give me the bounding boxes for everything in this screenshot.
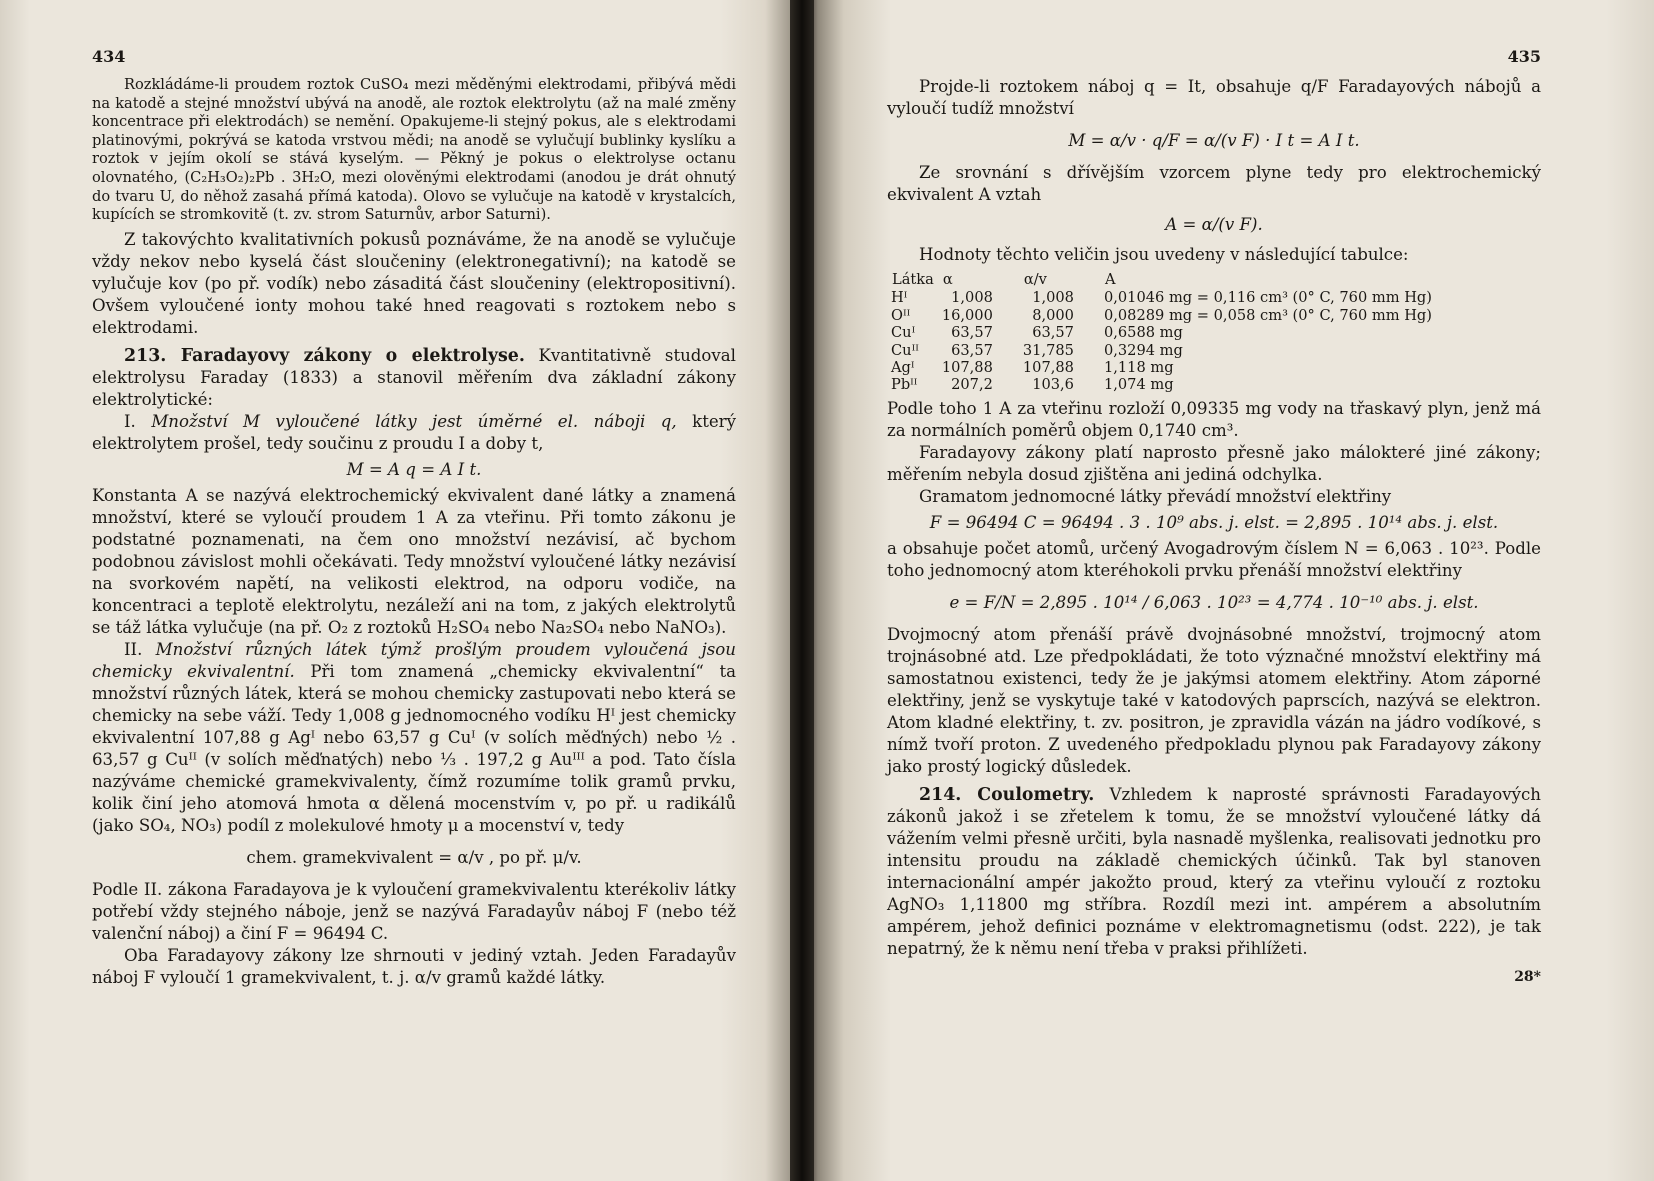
table-cell: Oᴵᴵ (891, 306, 911, 324)
law-1-statement: Množství M vyloučené látky jest úměrné el. náboji q, (151, 411, 677, 431)
table-header-cell: A (1104, 271, 1116, 288)
faraday-charge-paragraph: Podle II. zákona Faradayova je k vyloučení gramekvivalentu kterékoliv látky potřebí vždy stejného náboje, jenž se nazývá Faradayův náboj F (nebo též valenční náboj) a činí F = 96494 C. (92, 879, 736, 943)
table-intro: Hodnoty těchto veličin jsou uvedeny v následující tabulce: (919, 245, 1409, 264)
table-cell: Hᴵ (891, 289, 908, 307)
table-row (891, 376, 1440, 393)
combined-laws-paragraph: Oba Faradayovy zákony lze shrnouti v jediný vztah. Jeden Faradayův náboj F vyloučí 1 gramekvivalent, t. j. α/v gramů každé látky. (92, 945, 736, 987)
formula-mass: M = α/v · q/F = α/(v F) · I t = A I t. (1068, 131, 1360, 150)
table-cell: 207,2 (951, 376, 993, 394)
law-1-text: který elektrolytem prošel, tedy součinu z proudu I a doby t, (92, 411, 736, 453)
law-2-statement: Množství různých látek týmž prošlým proudem vyloučená jsou chemicky ekvivalentní. (92, 639, 736, 681)
law-2-label: II. (124, 639, 143, 659)
formula-equivalent: A = α/(v F). (1165, 215, 1263, 234)
table-cell: 1,008 (1032, 289, 1074, 307)
table-row (891, 324, 1440, 341)
table-cell: 31,785 (1022, 341, 1074, 359)
equivalents-table (891, 270, 1440, 394)
signature-mark: 28* (1514, 968, 1541, 985)
table-cell: 0,6588 mg (1103, 324, 1183, 342)
table-row (891, 307, 1440, 324)
table-cell: 0,01046 mg = 0,116 cm³ (0° C, 760 mm Hg) (1103, 289, 1432, 307)
table-cell: 107,88 (1022, 359, 1074, 377)
intro-paragraph: Rozkládáme-li proudem roztok CuSO₄ mezi měděnými elektrodami, přibývá mědi na katodě a stejné množství ubývá na anodě, ale roztok elektrolytu (až na malé změny koncentrace při elektrodách) se nemění. Opakujeme-li stejný pokus, ale s elektrodami platinovými, pokrývá se katoda vrstvou mědi; na anodě se vylučují bublinky kyslíku a roztok v jejím okolí se stává kyselým. — Pěkný je pokus o elektrolyse octanu olovnatého, (C₂H₃O₂)₂Pb . 3H₂O, mezi olověnými elektrodami (anodou je drát ohnutý do tvaru U, do něhož zasahá přímá katoda). Olovo se vylučuje na katodě v krystalcích, kupících se stromkovitě (t. zv. strom Saturnův, arbor Saturni). (92, 76, 736, 224)
law-2-text: Při tom znamená „chemicky ekvivalentní“ ta množství různých látek, která se mohou chemicky zastupovati nebo která se chemicky na sebe váží. Tedy 1,008 g jednomocného vodíku Hᴵ jest chemicky ekvivalentní 107,88 g Agᴵ nebo 63,57 g Cuᴵ (v solích měďných) nebo ½ . 63,57 g Cuᴵᴵ (v solích měďnatých) nebo ⅓ . 197,2 g Auᴵᴵᴵ a pod. Tato čísla nazýváme chemické gramekvivalenty, čímž rozumíme tolik gramů prvku, kolik činí jeho atomová hmota α dělená mocenstvím v, po př. u radikálů (jako SO₄, NO₃) podíl z molekulové hmoty μ a mocenství v, tedy (92, 661, 737, 835)
book-gutter (790, 0, 814, 1181)
table-cell: Cuᴵ (891, 324, 916, 342)
table-cell: Cuᴵᴵ (891, 341, 919, 359)
table-cell: 0,3294 mg (1103, 341, 1183, 359)
paragraph-avogadro: a obsahuje počet atomů, určený Avogadrovým číslem N = 6,063 . 10²³. Podle toho jednomocný atom kteréhokoli prvku přenáší množství elektřiny (887, 538, 1541, 580)
table-cell: 63,57 (1032, 324, 1074, 342)
table-cell: 103,6 (1032, 376, 1074, 394)
table-header-cell: α/v (1023, 271, 1047, 288)
section-214-heading: 214. Coulometry. (919, 784, 1095, 805)
paragraph-gramatom: Gramatom jednomocné látky převádí množství elektřiny (919, 486, 1392, 506)
paragraph-electron: Dvojmocný atom přenáší právě dvojnásobné množství, trojmocný atom trojnásobné atd. Lze předpokládati, že toto význačné množství elektřiny má samostatnou existenci, tedy že je jakýmsi atomem elektřiny. Atom záporné elektřiny, jenž se vyskytuje také v katodových paprscích, nazývá se elektron. Atom kladné elektřiny, t. zv. positron, je zpravidla vázán na jádro vodíkové, s nímž tvoří proton. Z uvedeného předpokladu plynou pak Faradayovy zákony jako prostý logický důsledek. (887, 624, 1541, 776)
paragraph-charge: Projde-li roztokem náboj q = It, obsahuje q/F Faradayových nábojů a vyloučí tudíž množství (887, 77, 1541, 118)
table-cell: 107,88 (941, 359, 993, 377)
table-cell: 1,118 mg (1103, 359, 1174, 377)
section-214 (887, 784, 1541, 960)
right-page-text (887, 46, 1541, 988)
table-header-cell: α (942, 271, 953, 288)
page-number-right: 435 (1507, 47, 1541, 66)
table-cell: 8,000 (1032, 306, 1074, 324)
table-row (891, 289, 1440, 306)
table-header-row (891, 270, 1440, 289)
table-cell: 0,08289 mg = 0,058 cm³ (0° C, 760 mm Hg) (1103, 306, 1432, 324)
paragraph-comparison: Ze srovnání s dřívějším vzorcem plyne tedy pro elektrochemický ekvivalent A vztah (887, 163, 1541, 204)
section-214-text: Vzhledem k naprosté správnosti Faradayových zákonů jakož i se zřetelem k tomu, že se množství vyloučené látky dá vážením velmi přesně určiti, byla nasnadě myšlenka, realisovati jednotku pro intensitu proudu na základě chemických účinků. Tak byl stanoven internacionální ampér jakožto proud, který za vteřinu vyloučí z roztoku AgNO₃ 1,11800 mg stříbra. Rozdíl mezi int. ampérem a absolutním ampérem, jehož definici poznáme v elektromagnetismu (odst. 222), je tak nepatrný, že k němu není třeba v praksi přihlížeti. (887, 784, 1541, 958)
section-213-heading: 213. Faradayovy zákony o elektrolyse. (124, 345, 525, 366)
table-cell: Pbᴵᴵ (891, 376, 918, 394)
table-cell: Agᴵ (891, 359, 915, 377)
law-1 (92, 411, 736, 455)
table-cell: 1,008 (951, 289, 993, 307)
formula-gramekvivalent: chem. gramekvivalent = α/v , po př. μ/v. (246, 847, 582, 867)
konstanta-paragraph: Konstanta A se nazývá elektrochemický ekvivalent dané látky a znamená množství, které se vyloučí proudem 1 A za vteřinu. Při tomto zákonu je podstatné poznamenati, na čem ono množství nezávisí, ač bychom podobnou závislost mohli očekávati. Tedy množství vyloučené látky nezávisí na svorkovém napětí, na velikosti elektrod, na odporu vodiče, na koncentraci a teplotě elektrolytu, nezáleží ani na tom, z jakých elektrolytů se táž látka vylučuje (na př. O₂ z roztoků H₂SO₄ nebo Na₂SO₄ nebo NaNO₃). (92, 485, 736, 637)
paragraph-precision: Faradayovy zákony platí naprosto přesně jako málokteré jiné zákony; měřením nebyla dosud zjištěna ani jediná odchylka. (887, 442, 1541, 484)
formula-faraday-law-1: M = A q = A I t. (346, 459, 482, 479)
page-number-left: 434 (92, 47, 126, 66)
table-header-cell: Látka (892, 271, 934, 288)
formula-elementary-charge: e = F/N = 2,895 . 10¹⁴ / 6,063 . 10²³ = 4,774 . 10⁻¹⁰ abs. j. elst. (949, 592, 1479, 612)
law-1-label: I. (124, 411, 136, 431)
table-cell: 63,57 (951, 341, 993, 359)
paragraph-water: Podle toho 1 A za vteřinu rozloží 0,09335 mg vody na třaskavý plyn, jenž má za normálních poměrů objem 0,1740 cm³. (887, 398, 1541, 440)
table-cell: 63,57 (951, 324, 993, 342)
table-row (891, 342, 1440, 359)
table-cell: 1,074 mg (1103, 376, 1174, 394)
left-page-text (92, 46, 736, 989)
section-213-text: Kvantitativně studoval elektrolysu Faraday (1833) a stanovil měřením dva základní zákony elektrolytické: (92, 345, 736, 409)
formula-faraday-constant: F = 96494 C = 96494 . 3 . 10⁹ abs. j. elst. = 2,895 . 10¹⁴ abs. j. elst. (929, 512, 1499, 532)
table-row (891, 359, 1440, 376)
section-213 (92, 345, 736, 411)
qualitative-paragraph: Z takovýchto kvalitativních pokusů poznáváme, že na anodě se vylučuje vždy nekov nebo kyselá část sloučeniny (elektronegativní); na katodě se vylučuje kov (po př. vodík) nebo zásaditá část sloučeniny (elektropositivní). Ovšem vyloučené ionty mohou také hned reagovati s roztokem nebo s elektrodami. (92, 229, 736, 337)
law-2 (92, 639, 736, 837)
table-cell: 16,000 (941, 306, 993, 324)
